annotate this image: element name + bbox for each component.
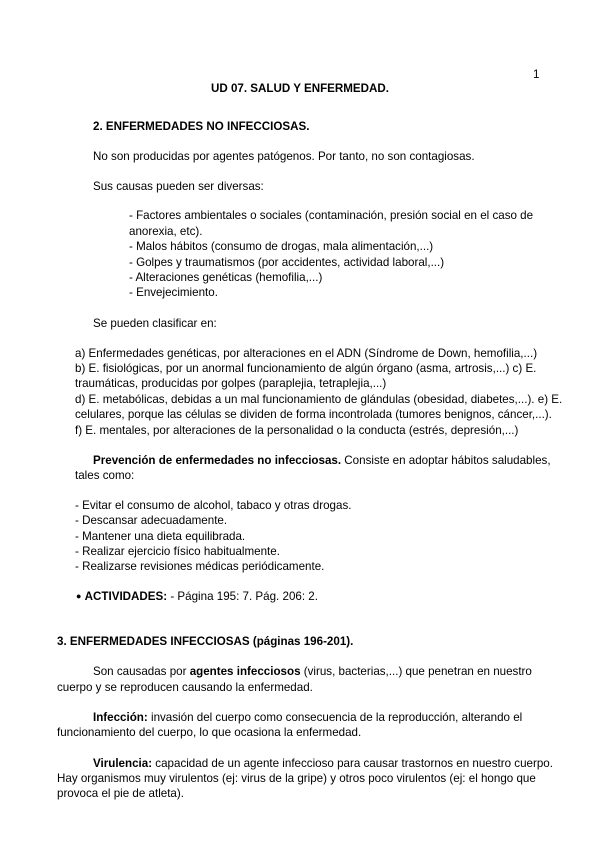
habit-item: - Evitar el consumo de alcohol, tabaco y otras drogas. [75, 499, 352, 512]
infection-definition: invasión del cuerpo como consecuencia de la reproducción, alterando el [147, 711, 523, 724]
cause-item: - Malos hábitos (consumo de drogas, mala alimentación,...) [129, 240, 434, 253]
cause-item-continuation: anorexia, etc). [129, 225, 203, 238]
classify-lead: Se pueden clasificar en: [93, 317, 217, 330]
section-2-intro: No son producidas por agentes patógenos. Por tanto, no son contagiosas. [93, 150, 475, 163]
cause-item: - Envejecimiento. [129, 286, 218, 299]
document-title-text: UD 07. SALUD Y ENFERMEDAD. [210, 82, 390, 95]
section-3-heading: 3. ENFERMEDADES INFECCIOSAS (páginas 196-201). [57, 635, 354, 648]
virulence-definition: capacidad de un agente infeccioso para causar trastornos en nuestro cuerpo. [152, 757, 553, 770]
activities-text: - Página 195: 7. Pág. 206: 2. [167, 590, 318, 603]
virulence-paragraph-line2: Hay organismos muy virulentos (ej: virus de la gripe) y otros poco virulentos (ej: el hongo que [57, 772, 536, 785]
virulence-paragraph [93, 757, 553, 770]
infection-paragraph [93, 711, 522, 724]
class-line: d) E. metabólicas, debidas a un mal funcionamiento de glándulas (obesidad, diabetes,...). e) E. [75, 393, 563, 406]
document-title [0, 82, 600, 95]
cause-item: - Factores ambientales o sociales (contaminación, presión social en el caso de [129, 209, 534, 222]
virulence-paragraph-line3: provoca el pie de atleta). [57, 787, 184, 800]
virulence-term: Virulencia: [93, 757, 153, 770]
prevention-definition: Consiste en adoptar hábitos saludables, [341, 454, 551, 467]
class-line: f) E. mentales, por alteraciones de la personalidad o la conducta (estrés, depresión,...) [75, 424, 519, 437]
habit-item: - Mantener una dieta equilibrada. [75, 530, 246, 543]
prevention-term: Prevención de enfermedades no infecciosas. [93, 454, 342, 467]
habit-item: - Descansar adecuadamente. [75, 514, 228, 527]
infectious-paragraph [93, 665, 532, 678]
class-line: traumáticas, producidas por golpes (paraplejia, tetraplejia,...) [75, 377, 387, 390]
infectious-text-a: Son causadas por [93, 665, 190, 678]
activities-label: ACTIVIDADES: [84, 590, 168, 603]
habit-item: - Realizar ejercicio físico habitualmente. [75, 545, 280, 558]
section-2-heading: 2. ENFERMEDADES NO INFECCIOSAS. [93, 120, 310, 133]
class-line: a) Enfermedades genéticas, por alteraciones en el ADN (Síndrome de Down, hemofilia,...) [75, 347, 538, 360]
causes-lead: Sus causas pueden ser diversas: [93, 180, 264, 193]
class-line: b) E. fisiológicas, por un anormal funcionamiento de algún órgano (asma, artrosis,...) c) E. [75, 362, 537, 375]
infection-paragraph-line2: funcionamiento del cuerpo, lo que ocasiona la enfermedad. [57, 726, 362, 739]
infectious-paragraph-line2: cuerpo y se reproducen causando la enfermedad. [57, 681, 313, 694]
habit-item: - Realizarse revisiones médicas periódicamente. [75, 560, 325, 573]
page-number: 1 [533, 68, 540, 81]
infectious-text-b: (virus, bacterias,...) que penetran en nuestro [300, 665, 532, 678]
activities-line [76, 590, 318, 603]
cause-item: - Golpes y traumatismos (por accidentes, actividad laboral,...) [129, 256, 445, 269]
class-line: celulares, porque las células se dividen de forma incontrolada (tumores benignos, cáncer,...). [75, 408, 552, 421]
infection-term: Infección: [93, 711, 148, 724]
bullet-icon: ● [76, 591, 82, 601]
infectious-term: agentes infecciosos [189, 665, 301, 678]
prevention-paragraph-line2: tales como: [75, 469, 135, 482]
prevention-paragraph [93, 454, 551, 467]
cause-item: - Alteraciones genéticas (hemofilia,...) [129, 271, 323, 284]
